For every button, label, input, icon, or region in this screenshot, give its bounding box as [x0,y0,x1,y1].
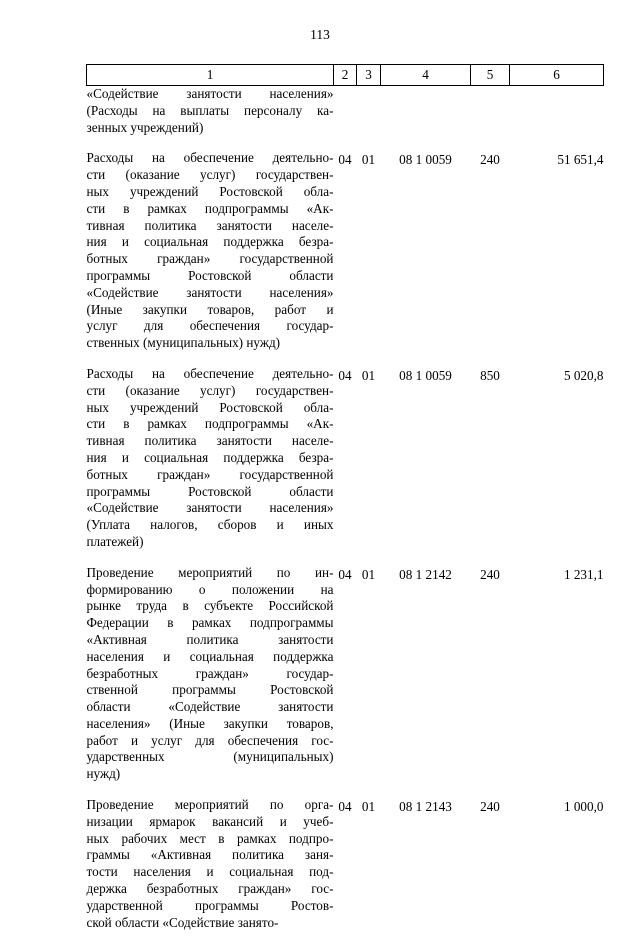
description-line: Проведение мероприятий по орга- [86,797,334,813]
target-article-code: 08 1 2143 [399,799,452,815]
description-line: безработных граждан» государ- [86,665,334,681]
description-line: ударственной программы Ростов- [86,897,334,913]
subsection-code: 01 [361,566,376,582]
section-code: 04 [338,566,352,582]
description-line: (Уплата налогов, сборов и иных [86,517,334,533]
table-row [87,565,604,797]
subsection-code: 01 [361,367,376,383]
column-header: 5 [471,65,510,86]
target-article-code: 08 1 0059 [399,367,452,383]
description-line: ственной программы Ростовской [86,682,334,698]
description-line: тости населения и социальная под- [86,864,334,880]
subsection-code: 01 [361,799,376,815]
row-description [87,565,334,797]
header-row [87,65,604,86]
description-line: ния и социальная поддержка безра- [86,234,334,250]
description-line: формированию о положении на [86,581,334,597]
table-row [87,366,604,565]
description-line: «Содействие занятости населения» [86,500,334,516]
description-line: населения» (Иные закупки товаров, [86,715,334,731]
description-line: сти в рамках подпрограммы «Ак- [86,416,334,432]
expense-type-code: 240 [480,152,500,168]
column-header: 2 [334,65,357,86]
table-row [87,150,604,366]
description-line: (Иные закупки товаров, работ и [86,301,334,317]
description-line: Расходы на обеспечение деятельно- [86,365,334,381]
amount: 1 000,0 [563,799,604,815]
description-line: ных рабочих мест в рамках подпро- [86,830,334,846]
section-code: 04 [338,367,352,383]
expense-type-code: 240 [480,566,500,582]
description-line: Проведение мероприятий по ин- [86,564,334,580]
column-header: 1 [87,65,334,86]
description-line: платежей) [86,533,144,549]
description-line: «Содействие занятости населения» [86,86,334,101]
amount: 1 231,1 [563,566,604,582]
description-line: ных учреждений Ростовской обла- [86,183,334,199]
description-line: ственных (муниципальных) нужд) [86,335,281,351]
description-line: низации ярмарок вакансий и учеб- [86,813,334,829]
description-line: ской области «Содействие занято- [86,914,279,930]
description-line: рынке труда в субъекте Российской [86,598,334,614]
description-line: тивная политика занятости населе- [86,433,334,449]
description-line: сти (оказание услуг) государствен- [86,167,334,183]
page-number: 113 [310,27,330,42]
target-article-code: 08 1 2142 [399,566,452,582]
description-line: Федерации в рамках подпрограммы [86,615,334,631]
column-header: 3 [357,65,381,86]
description-line: «Содействие занятости населения» [86,284,334,300]
description-line: (Расходы на выплаты персоналу ка- [86,102,334,118]
column-header: 6 [510,65,604,86]
row-description [87,150,334,366]
expense-type-code: 850 [480,367,500,383]
amount: 5 020,8 [563,367,604,383]
description-line: нужд) [86,766,121,782]
description-line: Расходы на обеспечение деятельно- [86,150,334,166]
expense-type-code: 240 [480,799,500,815]
description-line: услуг для обеспечения государ- [86,318,334,334]
description-line: ных учреждений Ростовской обла- [86,399,334,415]
row-description [87,797,334,945]
section-code: 04 [338,799,352,815]
description-line: ния и социальная поддержка безра- [86,449,334,465]
description-line: ударственных (муниципальных) [86,749,334,765]
carryover-row [87,86,604,151]
subsection-code: 01 [361,152,376,168]
description-line: граммы «Активная политика заня- [86,847,334,863]
target-article-code: 08 1 0059 [399,152,452,168]
description-line: работ и услуг для обеспечения гос- [86,732,334,748]
column-header: 4 [381,65,471,86]
description-line: «Активная политика занятости [86,631,334,647]
description-line: зенных учреждений) [86,119,204,135]
description-line: программы Ростовской области [86,483,334,499]
row-description [87,366,334,565]
description-line: держка безработных граждан» гос- [86,881,334,897]
description-line: тивная политика занятости населе- [86,217,334,233]
description-line: сти в рамках подпрограммы «Ак- [86,200,334,216]
section-code: 04 [338,152,352,168]
table-row [87,797,604,945]
description-line: сти (оказание услуг) государствен- [86,382,334,398]
budget-table [86,64,604,945]
description-line: ботных граждан» государственной [86,466,334,482]
description-line: ботных граждан» государственной [86,251,334,267]
amount: 51 651,4 [557,152,604,168]
description-line: программы Ростовской области [86,267,334,283]
description-line: населения и социальная поддержка [86,648,334,664]
carryover-description [87,86,334,151]
description-line: области «Содействие занятости [86,699,334,715]
